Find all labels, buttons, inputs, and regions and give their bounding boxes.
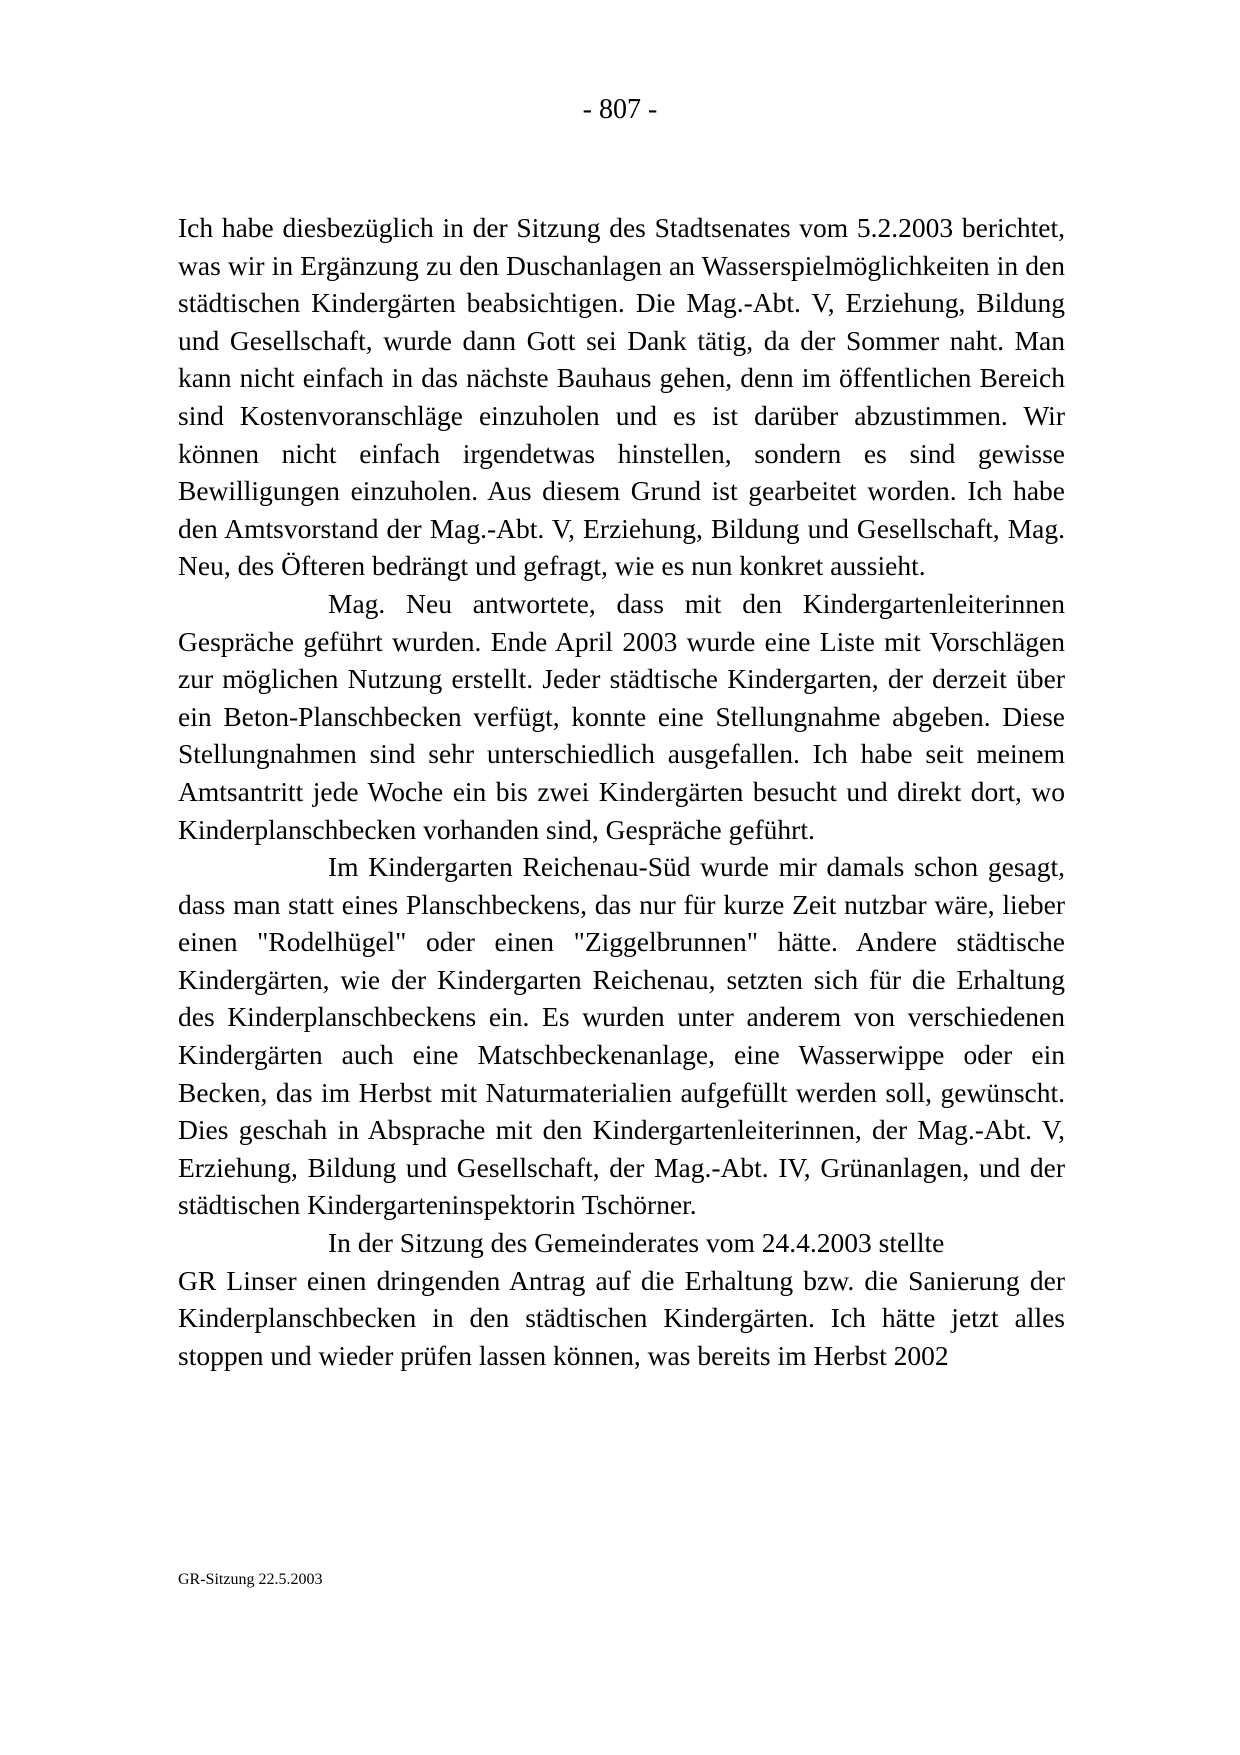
footer-session-label: GR-Sitzung 22.5.2003 [178, 1571, 323, 1588]
document-body [178, 209, 1065, 1374]
page-number: - 807 - [582, 94, 658, 125]
paragraph-4-first-line: In der Sitzung des Gemeinderates vom 24.4.2003 stellte [328, 1227, 945, 1259]
paragraph-3: Im Kindergarten Reichenau-Süd wurde mir damals schon gesagt, dass man statt eines Planschbeckens, das nur für kurze Zeit nutzbar wäre, lieber einen "Rodelhügel" oder einen "Ziggelbrunnen" hätte. Andere städtische Kindergärten, wie der Kindergarten Reichenau, setzten sich für die Erhaltung des Kinderplanschbeckens ein. Es wurden unter anderem von verschiedenen Kindergärten auch eine Matschbeckenanlage, eine Wasserwippe oder ein Becken, das im Herbst mit Naturmaterialien aufgefüllt werden soll, gewünscht. Dies geschah in Absprache mit den Kindergartenleiterinnen, der Mag.-Abt. V, Erziehung, Bildung und Gesellschaft, der Mag.-Abt. IV, Grünanlagen, und der städtischen Kindergarteninspektorin Tschörner. [178, 851, 1065, 1221]
paragraph-2: Mag. Neu antwortete, dass mit den Kindergartenleiterinnen Gespräche geführt wurden. Ende April 2003 wurde eine Liste mit Vorschlägen zur möglichen Nutzung erstellt. Jeder städtische Kindergarten, der derzeit über ein Beton-Planschbecken verfügt, konnte eine Stellungnahme abgeben. Diese Stellungnahmen sind sehr unterschiedlich ausgefallen. Ich habe seit meinem Amtsantritt jede Woche ein bis zwei Kindergärten besucht und direkt dort, wo Kinderplanschbecken vorhanden sind, Gespräche geführt. [178, 587, 1065, 845]
paragraph-4-continuation: GR Linser einen dringenden Antrag auf die Erhaltung bzw. die Sanierung der Kinderplanschbecken in den städtischen Kindergärten. Ich hätte jetzt alles stoppen und wieder prüfen lassen können, was bereits im Herbst 2002 [178, 1264, 1065, 1371]
paragraph-1: Ich habe diesbezüglich in der Sitzung des Stadtsenates vom 5.2.2003 berichtet, was wir in Ergänzung zu den Duschanlagen an Wasserspielmöglichkeiten in den städtischen Kindergärten beabsichtigen. Die Mag.-Abt. V, Erziehung, Bildung und Gesellschaft, wurde dann Gott sei Dank tätig, da der Sommer naht. Man kann nicht einfach in das nächste Bauhaus gehen, denn im öffentlichen Bereich sind Kostenvoranschläge einzuholen und es ist darüber abzustimmen. Wir können nicht einfach irgendetwas hinstellen, sondern es sind gewisse Bewilligungen einzuholen. Aus diesem Grund ist gearbeitet worden. Ich habe den Amtsvorstand der Mag.-Abt. V, Erziehung, Bildung und Gesellschaft, Mag. Neu, des Öfteren bedrängt und gefragt, wie es nun konkret aussieht. [178, 212, 1065, 582]
paragraph-4 [178, 1224, 1065, 1374]
